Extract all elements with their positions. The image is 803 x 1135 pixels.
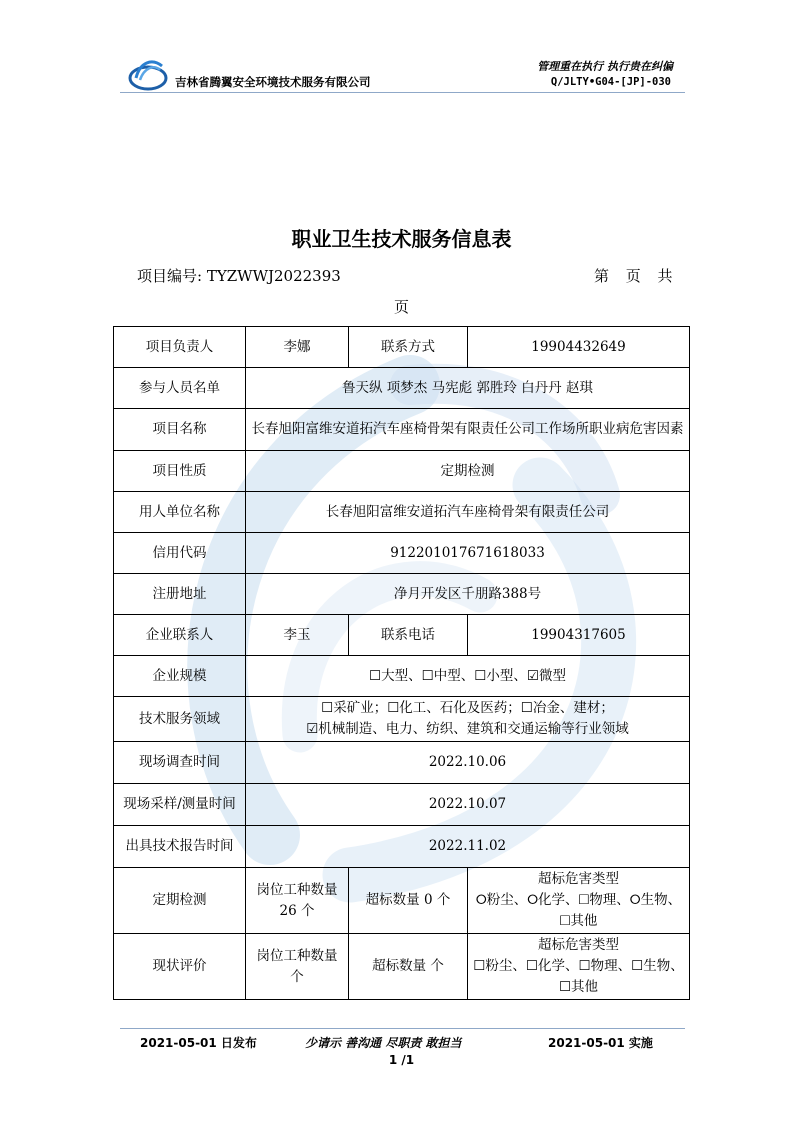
implement-date: 2021-05-01 实施 xyxy=(548,1036,653,1050)
page-header xyxy=(0,0,803,100)
periodic-posts: 岗位工种数量 26 个 xyxy=(246,868,349,934)
hazard-title: 超标危害类型 xyxy=(538,871,619,887)
hazard-checkboxes: ☐粉尘、☐化学、☐物理、☐生物、☐其他 xyxy=(473,958,684,995)
page-title: 职业卫生技术服务信息表 xyxy=(291,227,512,251)
document-number: Q/JLTY•G04-[JP]-030 xyxy=(550,76,671,88)
cell-label: 注册地址 xyxy=(114,574,246,615)
table-row xyxy=(114,868,690,934)
footer-slogan: 少请示 善沟通 尽职责 敢担当 xyxy=(305,1036,462,1050)
service-field-cell xyxy=(246,697,690,742)
cell-value: 李娜 xyxy=(246,327,349,368)
cell-value: 912201017671618033 xyxy=(246,533,690,574)
table-row xyxy=(114,934,690,1000)
status-posts: 岗位工种数量 个 xyxy=(246,934,349,1000)
cell-label: 项目性质 xyxy=(114,451,246,492)
scale-checkboxes: ☐大型、☐中型、☐小型、☑微型 xyxy=(246,656,690,697)
cell-label: 出具技术报告时间 xyxy=(114,826,246,868)
cell-value: 李玉 xyxy=(246,615,349,656)
status-exceed: 超标数量 个 xyxy=(349,934,468,1000)
table-row xyxy=(114,492,690,533)
table-row xyxy=(114,409,690,451)
table-row xyxy=(114,615,690,656)
periodic-hazard-cell xyxy=(468,868,690,934)
cell-value: 2022.10.06 xyxy=(246,742,690,784)
header-divider xyxy=(120,92,685,93)
table-row xyxy=(114,327,690,368)
cell-label: 技术服务领域 xyxy=(114,697,246,742)
table-row xyxy=(114,533,690,574)
publish-date: 2021-05-01 日发布 xyxy=(140,1036,257,1050)
cell-label: 现场采样/测量时间 xyxy=(114,784,246,826)
company-name: 吉林省腾翼安全环境技术服务有限公司 xyxy=(175,75,371,89)
table-row xyxy=(114,784,690,826)
cell-label: 现场调查时间 xyxy=(114,742,246,784)
info-table xyxy=(113,326,690,1000)
service-field-line: ☑机械制造、电力、纺织、建筑和交通运输等行业领域 xyxy=(306,721,629,737)
cell-label: 用人单位名称 xyxy=(114,492,246,533)
service-field-line: ☐采矿业；☐化工、石化及医药；☐冶金、建材； xyxy=(321,700,614,716)
cell-label: 企业联系人 xyxy=(114,615,246,656)
table-row xyxy=(114,368,690,409)
cell-value: 19904432649 xyxy=(468,327,690,368)
cell-value: 鲁天纵 项梦杰 马宪彪 郭胜玲 白丹丹 赵琪 xyxy=(246,368,690,409)
cell-label: 项目负责人 xyxy=(114,327,246,368)
cell-value: 长春旭阳富维安道拓汽车座椅骨架有限责任公司 xyxy=(246,492,690,533)
table-row xyxy=(114,656,690,697)
status-hazard-cell xyxy=(468,934,690,1000)
cell-label: 现状评价 xyxy=(114,934,246,1000)
hazard-checkboxes: ⭘粉尘、⭘化学、☐物理、⭘生物、☐其他 xyxy=(475,892,682,929)
cell-value: 19904317605 xyxy=(468,615,690,656)
periodic-exceed: 超标数量 0 个 xyxy=(349,868,468,934)
project-number: 项目编号: TYZWWJ2022393 xyxy=(137,267,341,285)
cell-value: 定期检测 xyxy=(246,451,690,492)
cell-label: 联系方式 xyxy=(349,327,468,368)
cell-value: 净月开发区千朋路388号 xyxy=(246,574,690,615)
table-row xyxy=(114,574,690,615)
cell-label: 联系电话 xyxy=(349,615,468,656)
hazard-title: 超标危害类型 xyxy=(538,937,619,953)
page-count-label: 第 页 共 xyxy=(594,267,673,285)
cell-label: 定期检测 xyxy=(114,868,246,934)
page-number: 1 /1 xyxy=(388,1053,415,1067)
cell-value: 2022.10.07 xyxy=(246,784,690,826)
page-count-suffix: 页 xyxy=(393,298,409,316)
header-motto: 管理重在执行 执行贵在纠偏 xyxy=(537,60,673,73)
cell-label: 项目名称 xyxy=(114,409,246,451)
cell-label: 企业规模 xyxy=(114,656,246,697)
cell-value: 长春旭阳富维安道拓汽车座椅骨架有限责任公司工作场所职业病危害因素 xyxy=(246,409,690,451)
table-row xyxy=(114,451,690,492)
table-row xyxy=(114,697,690,742)
cell-value: 2022.11.02 xyxy=(246,826,690,868)
cell-label: 信用代码 xyxy=(114,533,246,574)
table-row xyxy=(114,826,690,868)
cell-label: 参与人员名单 xyxy=(114,368,246,409)
table-row xyxy=(114,742,690,784)
company-logo-icon xyxy=(128,56,168,92)
footer-divider xyxy=(120,1028,685,1029)
